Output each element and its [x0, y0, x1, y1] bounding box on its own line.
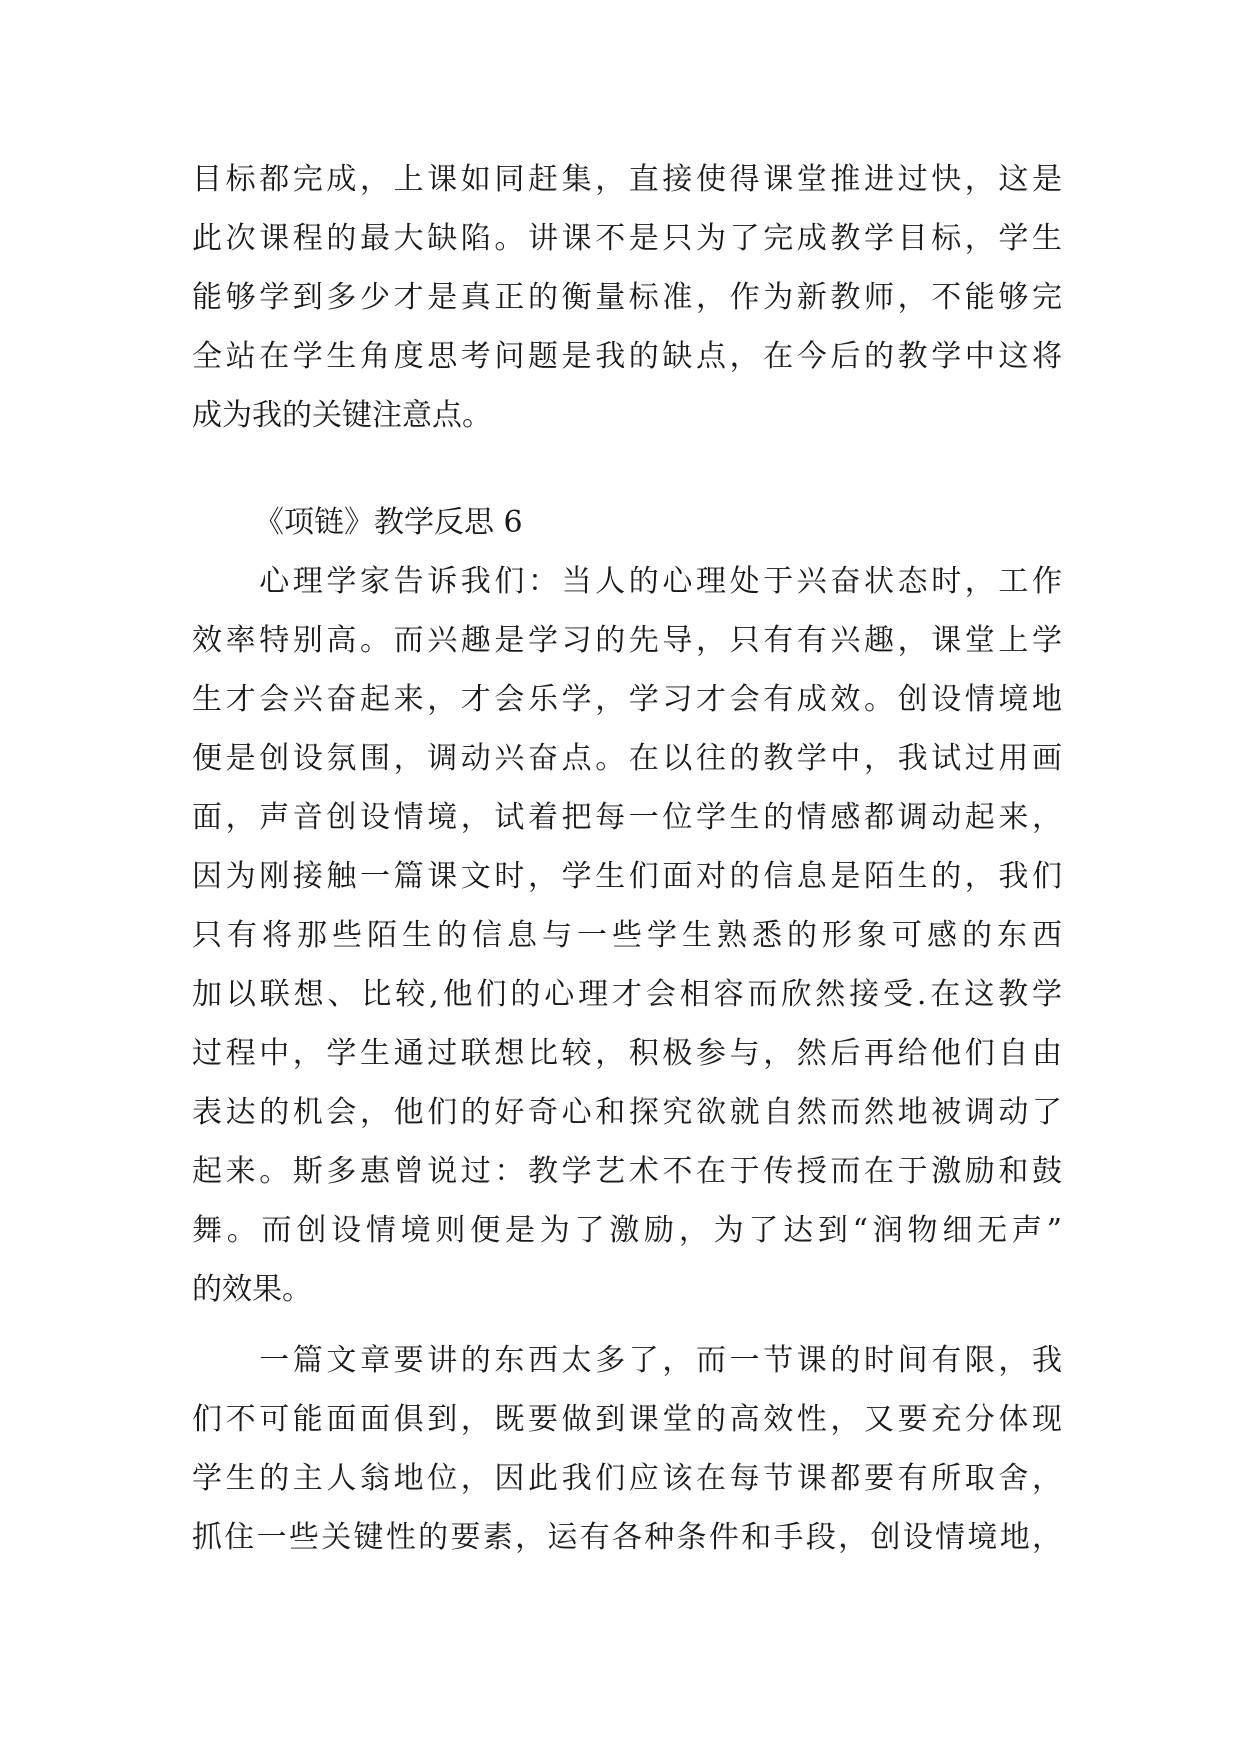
- text-line: 全站在学生角度思考问题是我的缺点，在今后的教学中这将: [192, 339, 1062, 374]
- text-line: 成为我的关键注意点。: [192, 398, 492, 433]
- text-line: 目标都完成，上课如同赶集，直接使得课堂推进过快，这是: [192, 162, 1062, 197]
- text-line: 因为刚接触一篇课文时，学生们面对的信息是陌生的，我们: [192, 859, 1062, 894]
- text-line: 生才会兴奋起来，才会乐学，学习才会有成效。创设情境地: [192, 682, 1062, 717]
- text-line: 效率特别高。而兴趣是学习的先导，只有有兴趣，课堂上学: [192, 623, 1062, 658]
- continuation-paragraph: [192, 150, 1062, 445]
- text-line: 能够学到多少才是真正的衡量标准，作为新教师，不能够完: [192, 280, 1062, 315]
- text-line: 过程中，学生通过联想比较，积极参与，然后再给他们自由: [192, 1036, 1062, 1071]
- text-line: 学生的主人翁地位，因此我们应该在每节课都要有所取舍，: [192, 1461, 1062, 1496]
- text-line: 一篇文章要讲的东西太多了，而一节课的时间有限，我: [192, 1343, 1062, 1378]
- text-line: 此次课程的最大缺陷。讲课不是只为了完成教学目标，学生: [192, 221, 1062, 256]
- text-line: 只有将那些陌生的信息与一些学生熟悉的形象可感的东西: [192, 918, 1062, 953]
- text-line: 表达的机会，他们的好奇心和探究欲就自然而然地被调动了: [192, 1095, 1062, 1130]
- text-line: 便是创设氛围，调动兴奋点。在以往的教学中，我试过用画: [192, 741, 1062, 776]
- document-body: [192, 150, 1062, 1567]
- text-line: 们不可能面面俱到，既要做到课堂的高效性，又要充分体现: [192, 1402, 1062, 1437]
- text-line: 的效果。: [192, 1272, 312, 1307]
- paragraph-1: [192, 552, 1062, 1319]
- text-line: 面，声音创设情境，试着把每一位学生的情感都调动起来，: [192, 800, 1062, 835]
- section-title: 《项链》教学反思 6: [254, 505, 523, 540]
- text-line: 起来。斯多惠曾说过：教学艺术不在于传授而在于激励和鼓: [192, 1154, 1062, 1189]
- text-line: 心理学家告诉我们：当人的心理处于兴奋状态时，工作: [192, 564, 1062, 599]
- text-line: 加以联想、比较,他们的心理才会相容而欣然接受.在这教学: [192, 977, 1062, 1012]
- text-line: 舞。而创设情境则便是为了激励，为了达到“润物细无声”: [192, 1213, 1062, 1248]
- text-line: 抓住一些关键性的要素，运有各种条件和手段，创设情境地，: [192, 1520, 1062, 1555]
- paragraph-2: [192, 1331, 1062, 1567]
